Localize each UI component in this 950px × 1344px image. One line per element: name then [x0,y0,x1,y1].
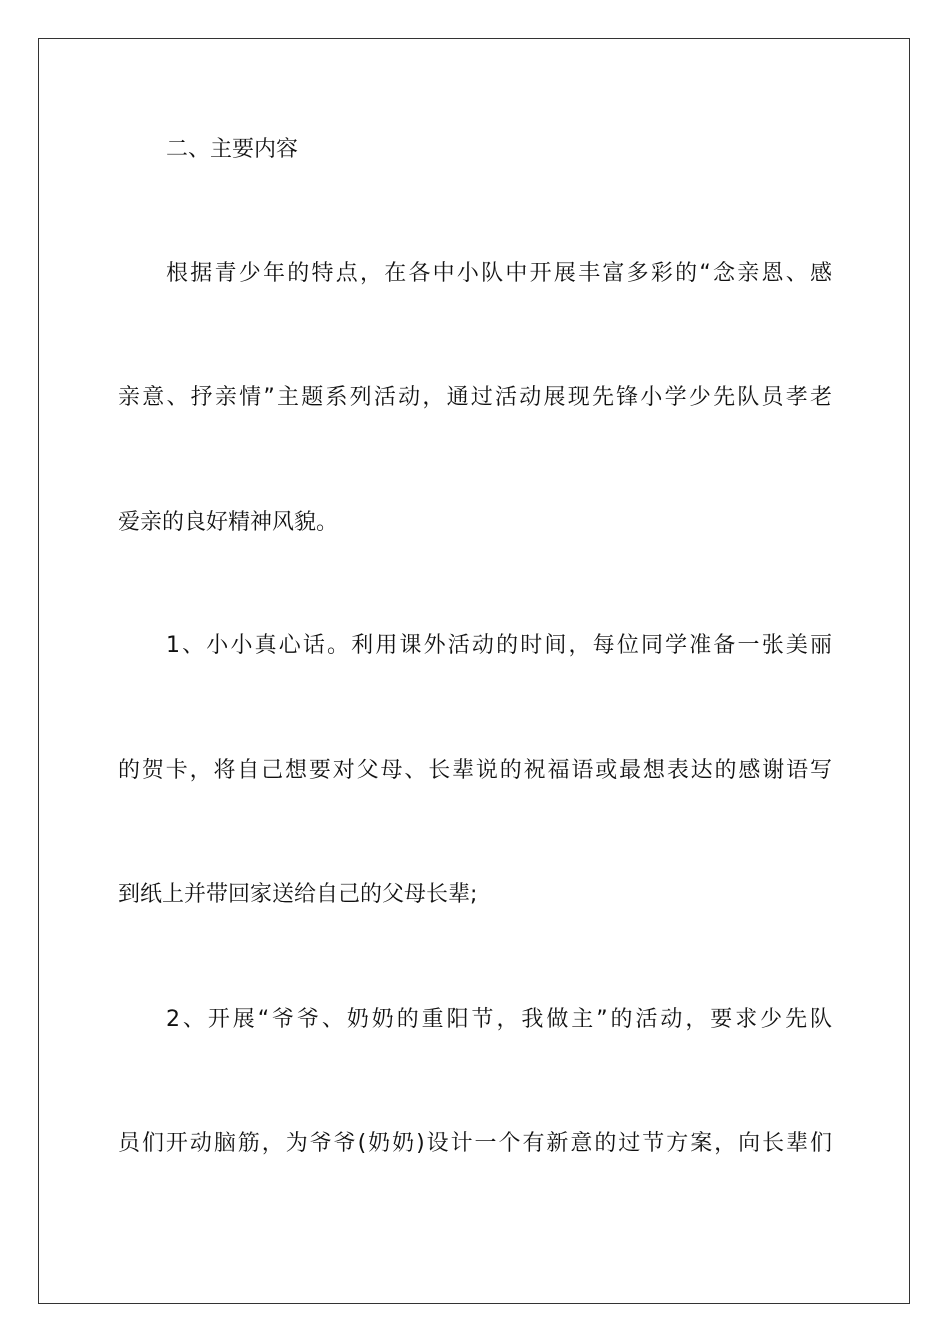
intro-line-2: 亲意、抒亲情”主题系列活动，通过活动展现先锋小学少先队员孝老 [118,385,832,410]
intro-line-3: 爱亲的良好精神风貌。 [118,510,339,535]
item1-line-3: 到纸上并带回家送给自己的父母长辈; [118,882,478,907]
section-heading: 二、主要内容 [166,137,299,162]
page-frame [38,38,910,1304]
item2-line-1: 2、开展“爷爷、奶奶的重阳节，我做主”的活动，要求少先队 [166,1007,832,1032]
item2-line-2: 员们开动脑筋，为爷爷(奶奶)设计一个有新意的过节方案，向长辈们 [118,1131,832,1156]
item1-line-2: 的贺卡，将自己想要对父母、长辈说的祝福语或最想表达的感谢语写 [118,758,832,783]
intro-line-1: 根据青少年的特点，在各中小队中开展丰富多彩的“念亲恩、感 [166,261,832,286]
item1-line-1: 1、小小真心话。利用课外活动的时间，每位同学准备一张美丽 [166,633,832,658]
